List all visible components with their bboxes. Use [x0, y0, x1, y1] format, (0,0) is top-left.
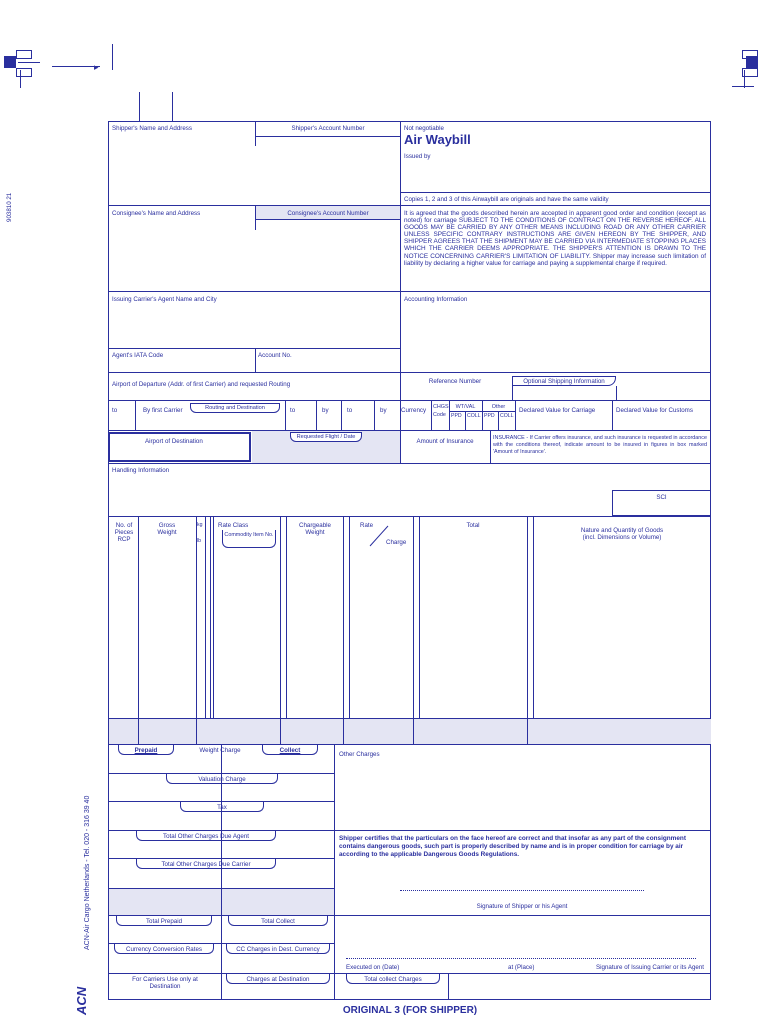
printer-credit: ACN-Air Cargo Netherlands - Tel. 020 - 316 39 40	[84, 795, 91, 950]
collect-label: Collect	[279, 747, 301, 754]
by-2: by	[322, 407, 329, 414]
page-title: Air Waybill	[404, 132, 471, 147]
executed-line	[346, 958, 696, 959]
consignee-account-label: Consignee's Account Number	[287, 210, 369, 217]
gross-weight-label: Gross Weight	[157, 522, 177, 536]
carriers-use-label: For Carriers Use only at Destination	[132, 976, 198, 990]
ppd-2: PPD	[484, 413, 495, 419]
handling-label: Handling Information	[112, 467, 170, 474]
original-copy-label: ORIGINAL 3 (FOR SHIPPER)	[342, 1005, 478, 1016]
nature-sub-label: (incl. Dimensions or Volume)	[582, 534, 662, 541]
accounting-label: Accounting Information	[404, 296, 468, 303]
chargeable-weight-label: Chargeable Weight	[299, 522, 331, 536]
shipper-name-label: Shipper's Name and Address	[112, 125, 192, 132]
coll-2: COLL	[500, 413, 514, 419]
acn-logo: ACN	[74, 986, 89, 1015]
optional-shipping-label: Optional Shipping Information	[523, 378, 605, 385]
consignee-name-label: Consignee's Name and Address	[112, 210, 201, 217]
account-no-label: Account No.	[258, 352, 292, 359]
declared-customs-label: Declared Value for Customs	[616, 407, 693, 414]
at-place-label: at (Place)	[508, 964, 535, 971]
chgs-label: CHGS	[433, 404, 449, 410]
commodity-label: Commodity Item No.	[224, 532, 274, 538]
conditions-text: It is agreed that the goods described herein are accepted in apparent good order and condition (except as noted) for carriage SUBJECT TO THE CONDITIONS OF CONTRACT ON THE REVERSE HEREOF. ALL GOODS MAY BE CARRIED BY ANY OTHER MEANS INCLUDING ROAD OR ANY OTHER CARRIER UNLESS SPECIFIC CONTRARY INSTRUCTIONS ARE GIVEN HEREON BY THE SHIPPER, AND SHIPPER AGREES THAT THE SHIPMENT MAY BE CARRIED VIA INTERMEDIATE STOPPING PLACES WHICH THE CARRIER DEEMS APPROPRIATE. THE SHIPPER'S ATTENTION IS DRAWN TO THE NOTICE CONCERNING CARRIER'S LIMITATION OF LIABILITY. Shipper may increase such limitation of liability by declaring a higher value for carriage and paying a supplemental charge if required.	[404, 210, 706, 267]
signature-carrier-label: Signature of Issuing Carrier or its Agent	[596, 964, 704, 971]
shipper-account-label: Shipper's Account Number	[291, 125, 365, 132]
by-3: by	[380, 407, 387, 414]
issued-by-label: Issued by	[404, 153, 431, 160]
rate-label: Rate	[360, 522, 374, 529]
agent-name-label: Issuing Carrier's Agent Name and City	[112, 296, 217, 303]
routing-destination: Routing and Destination	[205, 405, 265, 411]
charge-label: Charge	[386, 539, 407, 546]
reference-label: Reference Number	[428, 378, 482, 385]
other-label: Other	[491, 404, 506, 410]
destination-label: Airport of Destination	[145, 438, 203, 445]
insurance-note: INSURANCE - If Carrier offers insurance, and such insurance is requested in accordance with the conditions thereof, indicate amount to be insured in figures in box marked 'Amount of Insurance'.	[493, 435, 707, 455]
due-agent-label: Total Other Charges Due Agent	[163, 833, 249, 840]
to-1: to	[112, 407, 118, 414]
registration-mark-left	[4, 50, 36, 90]
ppd-1: PPD	[451, 413, 462, 419]
registration-arrow-head: ▸	[94, 62, 99, 72]
insurance-amount-label: Amount of Insurance	[416, 438, 474, 445]
weight-charge-label: Weight Charge	[199, 747, 241, 754]
coll-1: COLL	[467, 413, 481, 419]
to-2: to	[290, 407, 296, 414]
destination-box	[108, 432, 251, 462]
agent-iata-label: Agent's IATA Code	[112, 352, 164, 359]
total-collect-label: Total Collect	[261, 918, 295, 925]
valuation-label: Valuation Charge	[198, 776, 246, 783]
due-carrier-label: Total Other Charges Due Carrier	[161, 861, 251, 868]
by-first-carrier: By first Carrier	[143, 407, 183, 414]
chgs-code-label: Code	[433, 412, 446, 418]
pieces-label: No. of Pieces RCP	[114, 522, 134, 543]
signature-shipper-label: Signature of Shipper or his Agent	[476, 903, 568, 910]
total-collect-charges-label: Total collect Charges	[364, 976, 422, 983]
declared-carriage-label: Declared Value for Carriage	[519, 407, 596, 414]
executed-on-label: Executed on (Date)	[346, 964, 400, 971]
kg-label: kg	[197, 522, 203, 528]
other-charges-label: Other Charges	[339, 751, 380, 758]
flight-date-label: Requested Flight / Date	[296, 434, 356, 440]
registration-mark-right	[732, 50, 766, 90]
form-code: 903810 21	[6, 192, 13, 222]
cc-charges-label: CC Charges in Dest. Currency	[236, 946, 320, 953]
not-negotiable-label: Not negotiable	[404, 125, 444, 132]
prepaid-label: Prepaid	[134, 747, 158, 754]
copies-note: Copies 1, 2 and 3 of this Airwaybill are originals and have the same validity	[404, 196, 609, 203]
tax-label: Tax	[217, 804, 227, 811]
registration-arrow	[52, 66, 100, 67]
currency-rates-label: Currency Conversion Rates	[126, 946, 202, 953]
to-3: to	[347, 407, 353, 414]
charges-dest-label: Charges at Destination	[246, 976, 310, 983]
lb-label: lb	[197, 538, 202, 544]
sci-label: SCI	[656, 494, 667, 501]
total-prepaid-label: Total Prepaid	[145, 918, 183, 925]
total-label: Total	[466, 522, 480, 529]
certify-text: Shipper certifies that the particulars on the face hereof are correct and that insofar as any part of the consignment contains dangerous goods, such part is properly described by name and is in proper condition for carriage by air according to the applicable Dangerous Goods Regulations.	[339, 835, 686, 858]
wtval-label: WT/VAL	[455, 404, 476, 410]
shipper-signature-line	[400, 890, 644, 891]
nature-label: Nature and Quantity of Goods	[580, 527, 664, 534]
currency-label: Currency	[401, 407, 427, 414]
rate-class-label: Rate Class	[218, 522, 249, 529]
departure-label: Airport of Departure (Addr. of first Carrier) and requested Routing	[112, 381, 291, 388]
